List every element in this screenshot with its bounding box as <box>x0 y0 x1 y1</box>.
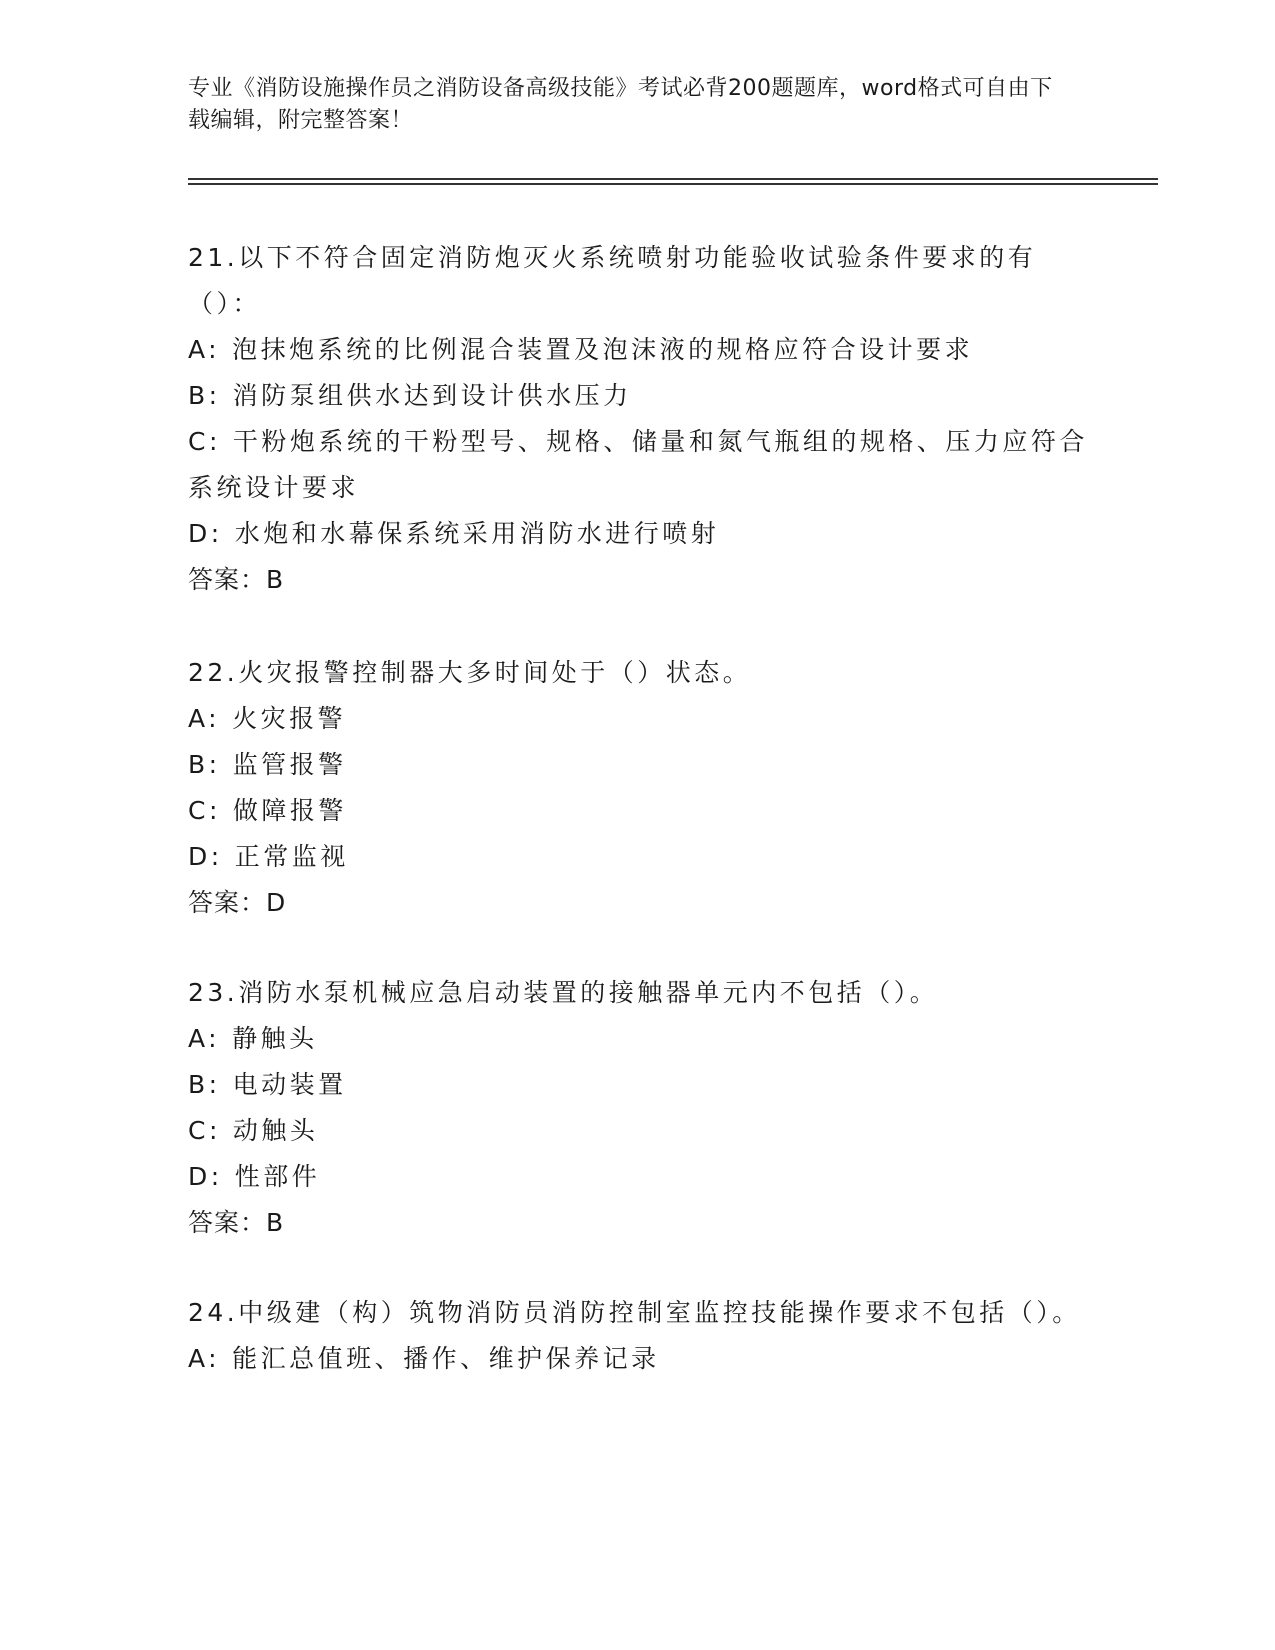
option-d <box>188 834 1088 880</box>
question-23 <box>188 970 1088 1246</box>
option-letter: D: <box>188 842 223 871</box>
option-text: 水炮和水幕保系统采用消防水进行喷射 <box>234 519 720 548</box>
option-text: 火灾报警 <box>232 704 347 733</box>
option-text: 消防泵组供水达到设计供水压力 <box>232 381 632 410</box>
header-divider-top <box>188 178 1158 180</box>
option-c <box>188 788 1088 834</box>
option-letter: B: <box>188 1070 221 1099</box>
document-header: 专业《消防设施操作员之消防设备高级技能》考试必背200题题库，word格式可自由下载编辑，附完整答案！ <box>188 76 1053 133</box>
header-divider-bottom <box>188 183 1158 185</box>
option-a <box>188 1336 1088 1382</box>
option-text: 正常监视 <box>234 842 349 871</box>
option-text: 做障报警 <box>232 796 347 825</box>
answer-line: 答案：D <box>188 888 287 917</box>
question-24 <box>188 1290 1088 1382</box>
question-stem: 22.火灾报警控制器大多时间处于（）状态。 <box>188 658 752 687</box>
option-b <box>188 742 1088 788</box>
option-letter: A: <box>188 335 221 364</box>
option-c <box>188 1108 1088 1154</box>
option-letter: C: <box>188 796 221 825</box>
option-text: 干粉炮系统的干粉型号、规格、储量和氮气瓶组的规格、压力应符合系统设计要求 <box>188 427 1088 502</box>
option-letter: D: <box>188 519 223 548</box>
option-a <box>188 696 1088 742</box>
option-text: 动触头 <box>232 1116 319 1145</box>
option-a <box>188 1016 1088 1062</box>
question-22 <box>188 650 1088 926</box>
answer-line: 答案：B <box>188 1208 285 1237</box>
option-letter: A: <box>188 704 221 733</box>
option-text: 监管报警 <box>232 750 347 779</box>
option-letter: C: <box>188 1116 221 1145</box>
option-text: 电动装置 <box>232 1070 347 1099</box>
option-text: 能汇总值班、播作、维护保养记录 <box>232 1344 660 1373</box>
option-letter: D: <box>188 1162 223 1191</box>
question-stem: 23.消防水泵机械应急启动装置的接触器单元内不包括（）。 <box>188 978 939 1007</box>
option-c <box>188 419 1088 511</box>
option-b <box>188 1062 1088 1108</box>
option-text: 性部件 <box>234 1162 321 1191</box>
option-letter: B: <box>188 381 221 410</box>
option-d <box>188 511 1088 557</box>
option-text: 静触头 <box>232 1024 318 1053</box>
option-letter: A: <box>188 1344 221 1373</box>
option-d <box>188 1154 1088 1200</box>
option-letter: A: <box>188 1024 221 1053</box>
option-letter: B: <box>188 750 221 779</box>
option-text: 泡抹炮系统的比例混合装置及泡沫液的规格应符合设计要求 <box>232 335 974 364</box>
question-stem: 24.中级建（构）筑物消防员消防控制室监控技能操作要求不包括（）。 <box>188 1298 1081 1327</box>
option-letter: C: <box>188 427 221 456</box>
option-a <box>188 327 1088 373</box>
question-21 <box>188 235 1088 603</box>
option-b <box>188 373 1088 419</box>
question-stem: 21.以下不符合固定消防炮灭火系统喷射功能验收试验条件要求的有（）： <box>188 243 1037 318</box>
answer-line: 答案：B <box>188 565 285 594</box>
